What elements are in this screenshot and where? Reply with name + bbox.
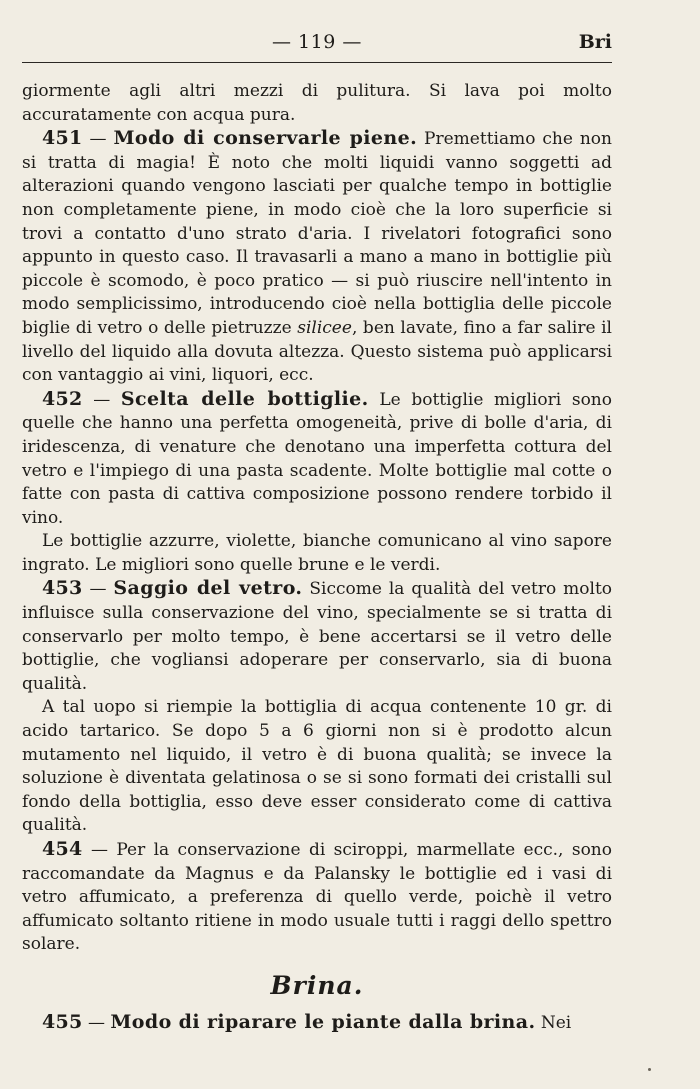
page-header	[22, 31, 612, 57]
running-head: Bri	[578, 31, 612, 53]
book-page	[22, 0, 612, 1089]
entry-title: Saggio del vetro.	[113, 577, 303, 600]
page-body	[22, 80, 612, 1036]
entry-text: Per la conservazione di sciroppi, marmellate ecc., sono raccomandate da Magnus e da Palansky le bottiglie ed i vasi di vetro affumicato, a preferenza di quello verde, poichè il vetro affumicato soltanto ritiene in modo usuale tutti i raggi dello spettro solare.	[22, 840, 612, 955]
entry-453	[22, 577, 612, 696]
entry-text: Siccome la qualità del vetro molto influisce sulla conservazione del vino, specialmente se si tratta di conservarlo per molto tempo, è bene accertarsi se il vetro delle bottiglie, che vogliansi adoperare per conservarlo, sia di buona qualità.	[22, 579, 613, 694]
entry-dash: —	[82, 579, 114, 600]
entry-dash: —	[82, 1012, 111, 1033]
entry-number: 453	[42, 577, 83, 600]
entry-text-continued: , ben lavate, fino a far salire il livello del liquido alla dovuta altezza. Questo sistema può applicarsi con vantaggio ai vini, liquori, ecc.	[22, 317, 612, 386]
entry-dash: —	[82, 129, 114, 150]
page-number: — 119 —	[272, 31, 362, 53]
entry-number: 455	[42, 1010, 83, 1033]
entry-dash: —	[82, 389, 121, 410]
entry-dash: —	[82, 840, 117, 860]
continuation-paragraph: giormente agli altri mezzi di pulitura. Si lava poi molto accuratamente con acqua pura.	[22, 81, 612, 125]
entry-text: Premettiamo che non si tratta di magia! È noto che molti liquidi vanno soggetti ad alterazioni quando vengono lasciati per qualche tempo in bottiglie non completamente piene, in modo cioè che la loro superficie si trovi a contatto d'uno strato d'aria. I rivelatori fotografici sono appunto in questo caso. Il travasarli a mano a mano in bottiglie più piccole è scomodo, è poco pratico — si può riuscire nell'intento in modo semplicissimo, introducendo cioè nella bottiglia delle piccole biglie di vetro o delle pietruzze	[22, 129, 612, 338]
entry-text: Nei	[535, 1012, 572, 1033]
entry-title: Modo di riparare le piante dalla brina.	[110, 1010, 536, 1033]
entry-number: 454	[42, 838, 83, 860]
header-rule	[22, 62, 612, 63]
entry-number: 452	[42, 387, 83, 410]
entry-454	[22, 838, 612, 957]
entry-451	[22, 127, 612, 388]
paper-speck	[648, 1068, 651, 1071]
entry-italic-word: silicee	[297, 317, 352, 338]
entry-452-paragraph-2: Le bottiglie azzurre, violette, bianche comunicano al vino sapore ingrato. Le migliori sono quelle brune e le verdi.	[22, 531, 612, 575]
entry-number: 451	[42, 127, 83, 150]
section-heading: Brina.	[270, 970, 364, 1000]
entry-title: Scelta delle bottiglie.	[120, 387, 369, 410]
entry-452	[22, 388, 612, 531]
entry-text: Le bottiglie migliori sono quelle che hanno una perfetta omogeneità, prive di bolle d'aria, di iridescenza, di venature che denotano una imperfetta cottura del vetro e l'impiego di una pasta scadente. Molte bottiglie mal cotte o fatte con pasta di cattiva composizione possono rendere torbido il vino.	[22, 389, 612, 528]
entry-title: Modo di conservarle piene.	[113, 127, 418, 150]
entry-455	[22, 1011, 612, 1036]
entry-453-paragraph-2: A tal uopo si riempie la bottiglia di acqua contenente 10 gr. di acido tartarico. Se dopo 5 a 6 giorni non si è prodotto alcun mutamento nel liquido, il vetro è di buona qualità; se invece la soluzione è diventata gelatinosa o se si sono formati dei cristalli sul fondo della bottiglia, esso deve esser considerato come di cattiva qualità.	[22, 697, 612, 836]
